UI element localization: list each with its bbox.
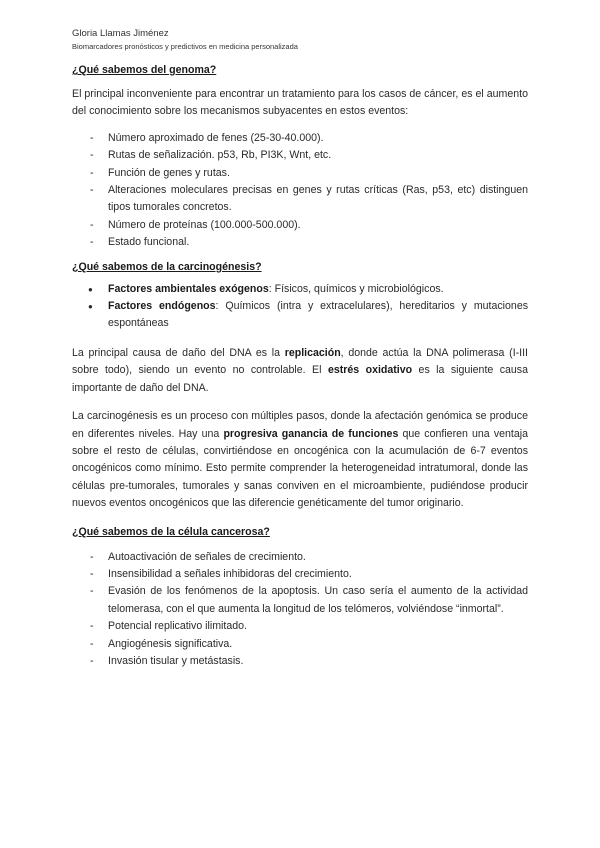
section-genoma-title: ¿Qué sabemos del genoma? (72, 64, 217, 76)
list-item: - Angiogénesis significativa. (72, 636, 528, 653)
celula-list (72, 549, 528, 671)
section-genoma-intro: El principal inconveniente para encontrar un tratamiento para los casos de cáncer, es el aumento del conocimiento sobre los mecanismos subyacentes en estos eventos: (72, 88, 528, 118)
dash-marker: - (90, 654, 94, 667)
section-carcinogenesis-title: ¿Qué sabemos de la carcinogénesis? (72, 260, 262, 273)
dash-marker: - (90, 149, 94, 162)
dash-marker: - (90, 236, 94, 249)
document-page (72, 28, 528, 670)
list-item: - Número de proteínas (100.000-500.000). (72, 217, 528, 234)
list-item: - Insensibilidad a señales inhibidoras del crecimiento. (72, 566, 528, 583)
page-header (72, 28, 528, 52)
list-item: ● Factores ambientales exógenos: Físicos, químicos y microbiológicos. (72, 281, 528, 298)
list-item: - Autoactivación de señales de crecimiento. (72, 549, 528, 566)
bullet-marker: ● (88, 302, 93, 312)
header-subtitle: Biomarcadores pronósticos y predictivos en medicina personalizada (72, 42, 298, 51)
dash-marker: - (90, 166, 94, 179)
dash-marker: - (90, 184, 94, 197)
dash-marker: - (90, 585, 94, 598)
list-item: - Función de genes y rutas. (72, 165, 528, 182)
dash-marker: - (90, 550, 94, 563)
list-item: ● Factores endógenos: Químicos (intra y extracelulares), hereditarios y mutaciones espontáneas (88, 300, 529, 330)
list-item: - Estado funcional. (72, 234, 528, 251)
factors-list (72, 281, 528, 333)
list-item: - Alteraciones moleculares precisas en genes y rutas críticas (Ras, p53, etc) distinguen tipos tumorales concretos. (90, 184, 528, 214)
section-celula-title: ¿Qué sabemos de la célula cancerosa? (72, 525, 270, 538)
dash-marker: - (90, 131, 94, 144)
header-author: Gloria Llamas Jiménez (72, 28, 169, 39)
dash-marker: - (90, 567, 94, 580)
genoma-list (72, 130, 528, 252)
dna-damage-paragraph: La principal causa de daño del DNA es la replicación, donde actúa la DNA polimerasa (I-III sobre todo), siendo un evento no controlable. El estrés oxidativo es la siguiente causa importante de daño del DNA. (72, 346, 529, 394)
carcinogenesis-paragraph: La carcinogénesis es un proceso con múltiples pasos, donde la afectación genómica se produce en diferentes niveles. Hay una progresiva ganancia de funciones que confieren una ventaja sobre el resto de células, convirtiéndose en oncogénica con la acumulación de 6-7 eventos oncogénicos como mínimo. Esto permite comprender la heterogeneidad intratumoral, donde las células pre-tumorales, tumorales y sanas conviven en el microambiente, pudiéndose producir nuevos eventos oncogénicos que las diferencie genéticamente del tumor originario. (72, 410, 528, 510)
list-item: - Potencial replicativo ilimitado. (72, 618, 528, 635)
list-item: - Número aproximado de fenes (25-30-40.000). (72, 130, 528, 147)
list-item: - Evasión de los fenómenos de la apoptosis. Un caso sería el aumento de la actividad telomerasa, con el que aumenta la longitud de los telómeros, volviéndose “inmortal”. (90, 585, 528, 615)
dash-marker: - (90, 637, 94, 650)
bullet-marker: ● (88, 284, 93, 294)
list-item: - Invasión tisular y metástasis. (72, 653, 528, 670)
dash-marker: - (90, 620, 94, 633)
list-item: - Rutas de señalización. p53, Rb, PI3K, Wnt, etc. (72, 147, 528, 164)
dash-marker: - (90, 218, 94, 231)
